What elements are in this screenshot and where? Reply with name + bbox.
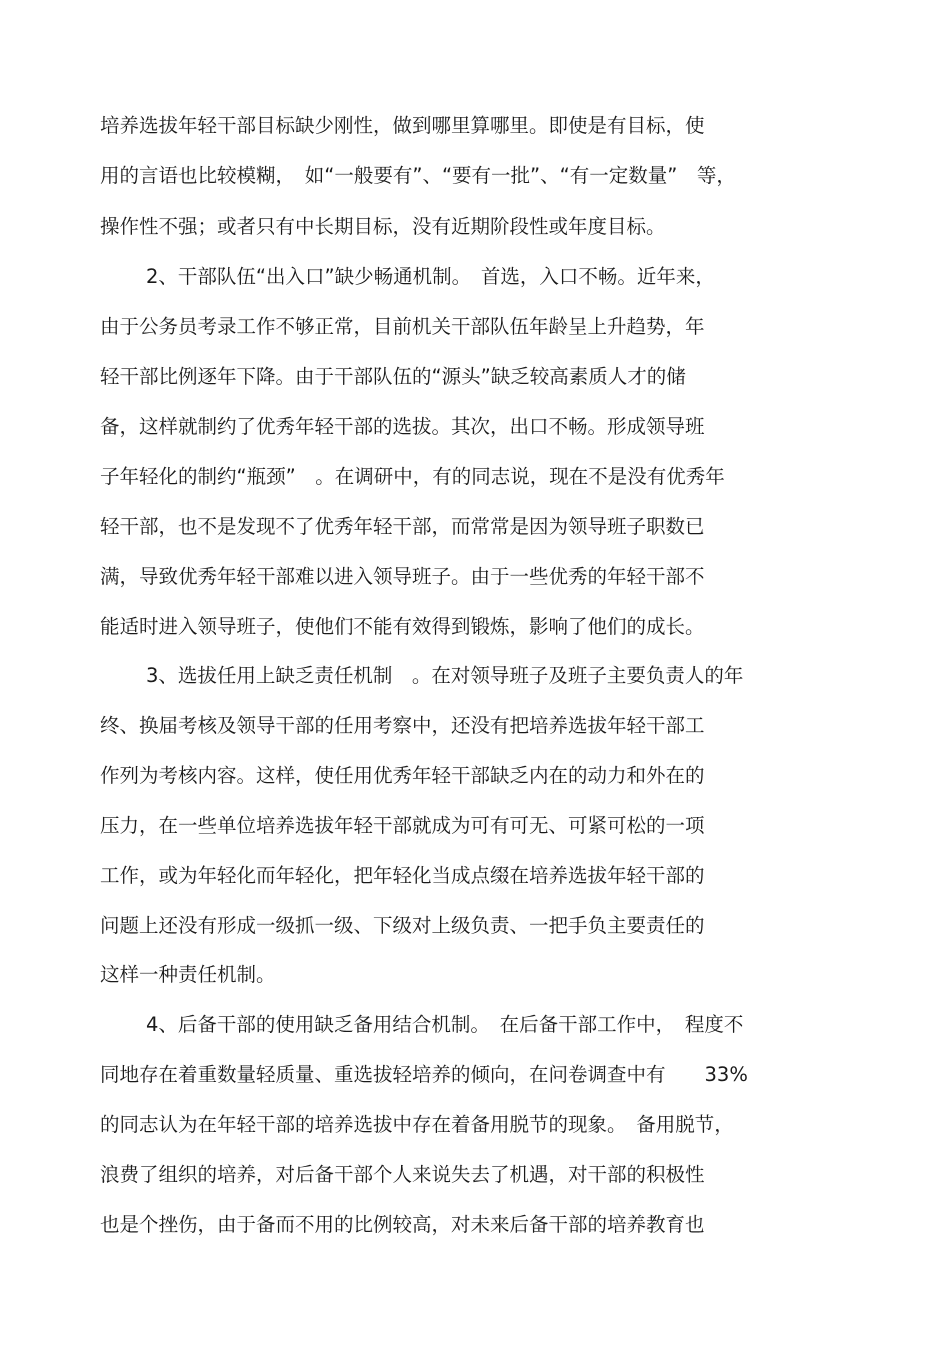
text-line: 也是个挫伤，由于备而不用的比例较高，对未来后备干部的培养教育也 <box>100 1213 705 1236</box>
text-line: 培养选拔年轻干部目标缺少刚性，做到哪里算哪里。即使是有目标，使 <box>100 114 705 137</box>
text-line: 由于公务员考录工作不够正常，目前机关干部队伍年龄呈上升趋势，年 <box>100 315 705 338</box>
text-line: 浪费了组织的培养，对后备干部个人来说失去了机遇，对干部的积极性 <box>100 1163 705 1186</box>
text-line: 满，导致优秀年轻干部难以进入领导班子。由于一些优秀的年轻干部不 <box>100 565 705 588</box>
text-line: 这样一种责任机制。 <box>100 963 276 986</box>
text-line: 用的言语也比较模糊， 如“一般要有”、“要有一批”、“有一定数量” 等， <box>100 164 736 187</box>
text-line: 压力，在一些单位培养选拔年轻干部就成为可有可无、可紧可松的一项 <box>100 814 705 837</box>
paragraph-2-start: 2、干部队伍“出入口”缺少畅通机制。 首选，入口不畅。近年来， <box>146 265 715 288</box>
text-line: 备，这样就制约了优秀年轻干部的选拔。其次，出口不畅。形成领导班 <box>100 415 705 438</box>
text-line: 终、换届考核及领导干部的任用考察中，还没有把培养选拔年轻干部工 <box>100 714 705 737</box>
text-line: 操作性不强；或者只有中长期目标，没有近期阶段性或年度目标。 <box>100 215 666 238</box>
text-line: 问题上还没有形成一级抓一级、下级对上级负责、一把手负主要责任的 <box>100 914 705 937</box>
paragraph-3-start: 3、选拔任用上缺乏责任机制 。在对领导班子及班子主要负责人的年 <box>146 664 744 687</box>
text-line: 工作，或为年轻化而年轻化，把年轻化当成点缀在培养选拔年轻干部的 <box>100 864 705 887</box>
text-line: 子年轻化的制约“瓶颈” 。在调研中，有的同志说，现在不是没有优秀年 <box>100 465 725 488</box>
text-line: 轻干部，也不是发现不了优秀年轻干部，而常常是因为领导班子职数已 <box>100 515 705 538</box>
text-line: 轻干部比例逐年下降。由于干部队伍的“源头”缺乏较高素质人才的储 <box>100 365 686 388</box>
paragraph-4-start: 4、后备干部的使用缺乏备用结合机制。 在后备干部工作中， 程度不 <box>146 1013 744 1036</box>
text-line: 同地存在着重数量轻质量、重选拔轻培养的倾向，在问卷调查中有 33% <box>100 1063 748 1086</box>
text-line: 的同志认为在年轻干部的培养选拔中存在着备用脱节的现象。 备用脱节， <box>100 1113 734 1136</box>
text-line: 作列为考核内容。这样，使任用优秀年轻干部缺乏内在的动力和外在的 <box>100 764 705 787</box>
text-line: 能适时进入领导班子，使他们不能有效得到锻炼，影响了他们的成长。 <box>100 615 705 638</box>
